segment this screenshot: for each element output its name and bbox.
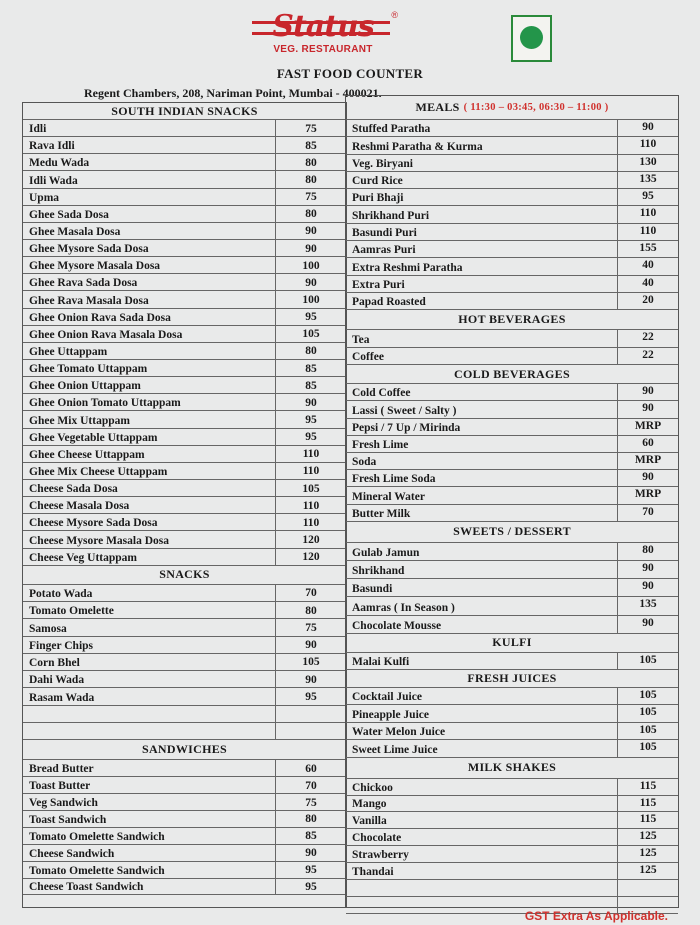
menu-item-price: 85	[275, 360, 346, 376]
menu-item-price: 95	[275, 879, 346, 895]
menu-item-name	[23, 706, 275, 722]
menu-item-row	[23, 154, 346, 171]
menu-item-row	[346, 384, 678, 401]
menu-item-price: 90	[617, 384, 678, 400]
menu-item-row	[23, 497, 346, 514]
menu-item-row	[23, 688, 346, 705]
brand-logo	[248, 9, 398, 64]
menu-item-name: Mango	[352, 798, 387, 811]
menu-item-name: Aamras ( In Season )	[352, 601, 455, 614]
menu-item-price: 135	[617, 597, 678, 614]
menu-item-row	[346, 206, 678, 223]
menu-item-row	[23, 585, 346, 602]
menu-item-price: 105	[275, 480, 346, 496]
brand-name: Status	[272, 9, 374, 44]
menu-item-name: Rasam Wada	[29, 691, 95, 704]
menu-item-price: 90	[617, 470, 678, 486]
menu-item-price: 110	[275, 514, 346, 530]
menu-item-price: 130	[617, 155, 678, 171]
menu-item-price: 90	[617, 561, 678, 578]
menu-item-name: Idli	[29, 123, 47, 136]
menu-item-name: Basundi	[352, 583, 393, 596]
menu-item-price: 90	[275, 240, 346, 256]
menu-item-price: 80	[275, 602, 346, 618]
menu-item-row	[23, 189, 346, 206]
menu-item-name: Cheese Sandwich	[29, 847, 115, 860]
snacks-list	[23, 585, 346, 741]
menu-item-name: Cheese Mysore Sada Dosa	[29, 517, 158, 530]
menu-item-name: Coffee	[352, 351, 384, 364]
menu-item-name: Ghee Mix Cheese Uttappam	[29, 465, 168, 478]
menu-item-name: Samosa	[29, 622, 67, 635]
menu-item-price: 110	[275, 497, 346, 513]
menu-item-price: 90	[617, 401, 678, 417]
menu-item-name: Idli Wada	[29, 174, 78, 187]
page-title: FAST FOOD COUNTER	[276, 66, 424, 81]
menu-item-price: 85	[275, 377, 346, 393]
menu-item-name: Aamras Puri	[352, 244, 416, 257]
menu-item-row	[346, 812, 678, 829]
menu-item-row	[23, 446, 346, 463]
menu-item-name: Ghee Onion Rava Sada Dosa	[29, 311, 171, 324]
menu-item-name: Cheese Mysore Masala Dosa	[29, 534, 169, 547]
menu-item-price: 20	[617, 293, 678, 309]
hot-beverages-list	[346, 330, 678, 365]
menu-item-price: 115	[617, 812, 678, 828]
menu-item-row	[23, 549, 346, 566]
menu-item-price	[275, 723, 346, 739]
menu-item-row	[23, 206, 346, 223]
menu-item-name: Reshmi Paratha & Kurma	[352, 140, 483, 153]
menu-item-row	[23, 706, 346, 723]
menu-item-price: 95	[275, 862, 346, 878]
section-heading: FRESH JUICES	[346, 670, 678, 688]
menu-item-row	[346, 120, 678, 137]
meals-list	[346, 120, 678, 310]
menu-item-name: Dahi Wada	[29, 674, 85, 687]
menu-item-price: 80	[275, 811, 346, 827]
menu-item-row	[23, 223, 346, 240]
menu-item-row	[346, 224, 678, 241]
menu-item-row	[346, 453, 678, 470]
menu-item-price	[617, 880, 678, 896]
menu-item-name: Puri Bhaji	[352, 192, 404, 205]
menu-item-row	[346, 276, 678, 293]
menu-item-row	[346, 597, 678, 615]
menu-item-name: Ghee Rava Sada Dosa	[29, 277, 138, 290]
menu-item-row	[346, 436, 678, 453]
menu-item-price: 60	[275, 760, 346, 776]
menu-item-price: 80	[275, 206, 346, 222]
menu-item-name: Thandai	[352, 866, 394, 879]
menu-item-name: Curd Rice	[352, 175, 403, 188]
kulfi-list	[346, 653, 678, 670]
menu-item-name	[23, 723, 275, 739]
menu-item-name: Corn Bhel	[29, 657, 80, 670]
menu-item-price: 90	[617, 616, 678, 633]
menu-item-row	[346, 487, 678, 504]
menu-item-row	[23, 120, 346, 137]
menu-item-row	[346, 846, 678, 863]
menu-item-row	[23, 531, 346, 548]
menu-item-row	[23, 637, 346, 654]
menu-item-price: 100	[275, 291, 346, 307]
menu-item-name: Basundi Puri	[352, 227, 417, 240]
menu-item-name: Chocolate Mousse	[352, 619, 442, 632]
menu-item-row	[346, 543, 678, 561]
menu-item-row	[23, 862, 346, 879]
milk-shakes-list	[346, 779, 678, 914]
menu-item-name: Medu Wada	[29, 157, 90, 170]
menu-item-price: 105	[617, 653, 678, 669]
menu-item-row	[346, 505, 678, 522]
menu-item-price: 95	[275, 688, 346, 704]
menu-item-name: Ghee Uttappam	[29, 345, 108, 358]
menu-item-name: Fresh Lime	[352, 439, 409, 452]
menu-item-row	[23, 828, 346, 845]
menu-item-row	[23, 240, 346, 257]
menu-item-row	[23, 760, 346, 777]
menu-item-price: 105	[617, 740, 678, 757]
menu-item-row	[23, 257, 346, 274]
menu-item-row	[346, 616, 678, 634]
section-heading: MILK SHAKES	[346, 758, 678, 779]
menu-item-name: Ghee Onion Uttappam	[29, 380, 141, 393]
veg-symbol-icon	[511, 15, 552, 62]
meal-times: ( 11:30 – 03:45, 06:30 – 11:00 )	[463, 102, 609, 113]
menu-item-name: Extra Reshmi Paratha	[352, 261, 463, 274]
menu-item-row	[23, 671, 346, 688]
menu-left-column	[22, 102, 347, 908]
menu-item-row	[346, 579, 678, 597]
sandwiches-list	[23, 760, 346, 895]
menu-item-name: Ghee Cheese Uttappam	[29, 448, 145, 461]
menu-item-row	[346, 863, 678, 880]
menu-item-name: Ghee Vegetable Uttappam	[29, 431, 158, 444]
menu-item-name: Cheese Veg Uttappam	[29, 551, 137, 564]
menu-item-name: Ghee Sada Dosa	[29, 208, 109, 221]
menu-item-row	[346, 293, 678, 310]
menu-item-name: Tomato Omelette Sandwich	[29, 864, 165, 877]
menu-item-row	[346, 172, 678, 189]
menu-item-row	[346, 740, 678, 758]
menu-item-price: 110	[275, 463, 346, 479]
menu-item-price: 95	[275, 429, 346, 445]
menu-item-row	[346, 880, 678, 897]
menu-item-price: 90	[275, 637, 346, 653]
menu-item-price: MRP	[617, 453, 678, 469]
menu-item-price: 90	[275, 223, 346, 239]
menu-item-price: 22	[617, 348, 678, 365]
menu-item-price: 75	[275, 120, 346, 136]
cold-beverages-list	[346, 384, 678, 522]
menu-item-price: 110	[617, 206, 678, 222]
menu-item-row	[23, 794, 346, 811]
menu-item-name: Cocktail Juice	[352, 691, 422, 704]
menu-item-price: 125	[617, 863, 678, 879]
menu-item-name: Ghee Mysore Sada Dosa	[29, 243, 149, 256]
menu-item-name: Ghee Onion Rava Masala Dosa	[29, 328, 183, 341]
menu-item-price: 105	[275, 654, 346, 670]
brand-subtitle: VEG. RESTAURANT	[273, 44, 373, 55]
menu-item-row	[23, 360, 346, 377]
menu-item-row	[346, 705, 678, 723]
menu-item-price: 75	[275, 619, 346, 635]
menu-item-row	[23, 343, 346, 360]
south-indian-list	[23, 120, 346, 566]
menu-item-name: Water Melon Juice	[352, 726, 446, 739]
menu-item-price: 80	[275, 343, 346, 359]
menu-item-price: 95	[617, 189, 678, 205]
menu-item-price: 80	[275, 171, 346, 187]
menu-item-name	[346, 880, 617, 896]
menu-item-price: 40	[617, 258, 678, 274]
gst-note: GST Extra As Applicable.	[524, 909, 668, 923]
menu-item-row	[346, 189, 678, 206]
menu-item-row	[23, 171, 346, 188]
menu-item-row	[346, 155, 678, 172]
menu-item-name: Tomato Omelette Sandwich	[29, 830, 165, 843]
menu-item-name: Toast Sandwich	[29, 813, 107, 826]
menu-item-name: Potato Wada	[29, 587, 93, 600]
section-heading: SOUTH INDIAN SNACKS	[23, 103, 346, 120]
menu-item-name: Tomato Omelette	[29, 605, 114, 618]
menu-item-price: 70	[275, 777, 346, 793]
restaurant-address: Regent Chambers, 208, Nariman Point, Mumbai - 400021.	[84, 86, 382, 100]
menu-item-row	[346, 688, 678, 706]
menu-item-row	[23, 326, 346, 343]
menu-item-name: Sweet Lime Juice	[352, 743, 438, 756]
menu-item-name: Vanilla	[352, 815, 387, 828]
menu-item-name: Cheese Masala Dosa	[29, 500, 130, 513]
menu-item-name: Malai Kulfi	[352, 655, 410, 668]
menu-item-price: 75	[275, 794, 346, 810]
menu-item-price: 90	[275, 274, 346, 290]
menu-item-price: 125	[617, 829, 678, 845]
menu-item-name: Mineral Water	[352, 490, 425, 503]
menu-item-price: 95	[275, 411, 346, 427]
menu-item-name: Fresh Lime Soda	[352, 473, 436, 486]
menu-item-row	[346, 137, 678, 154]
menu-item-row	[23, 879, 346, 896]
menu-item-row	[23, 429, 346, 446]
menu-item-name: Papad Roasted	[352, 296, 426, 309]
menu-item-price: 120	[275, 531, 346, 547]
menu-item-name: Chickoo	[352, 781, 393, 794]
menu-item-row	[23, 137, 346, 154]
menu-item-price: 100	[275, 257, 346, 273]
menu-item-row	[23, 411, 346, 428]
fresh-juices-list	[346, 688, 678, 758]
menu-item-price: 110	[617, 137, 678, 153]
menu-item-row	[23, 274, 346, 291]
menu-item-row	[346, 796, 678, 813]
menu-item-row	[23, 463, 346, 480]
meals-heading	[346, 96, 678, 120]
menu-item-name: Finger Chips	[29, 639, 94, 652]
menu-item-row	[23, 394, 346, 411]
menu-item-name: Tea	[352, 333, 370, 346]
menu-item-row	[346, 723, 678, 741]
menu-item-price: 105	[617, 723, 678, 740]
menu-item-name: Upma	[29, 191, 60, 204]
section-heading: COLD BEVERAGES	[346, 365, 678, 384]
menu-item-name: Veg Sandwich	[29, 797, 98, 809]
sweets-list	[346, 543, 678, 634]
menu-item-price: MRP	[617, 419, 678, 435]
menu-item-price: 40	[617, 276, 678, 292]
menu-item-price: 75	[275, 189, 346, 205]
menu-item-row	[23, 845, 346, 862]
menu-item-name: Ghee Rava Masala Dosa	[29, 294, 149, 307]
menu-item-row	[346, 470, 678, 487]
menu-item-row	[23, 619, 346, 636]
menu-item-price: 90	[617, 579, 678, 596]
menu-item-name: Shrikhand Puri	[352, 209, 430, 222]
menu-item-price: 95	[275, 309, 346, 325]
menu-item-row	[346, 419, 678, 436]
menu-item-name: Pepsi / 7 Up / Mirinda	[352, 421, 461, 434]
menu-item-name: Ghee Masala Dosa	[29, 225, 121, 238]
menu-item-row	[346, 241, 678, 258]
menu-item-name: Ghee Mix Uttappam	[29, 414, 130, 427]
menu-right-column	[345, 95, 679, 908]
section-heading: MEALS	[415, 100, 460, 114]
menu-item-price: 115	[617, 779, 678, 795]
menu-item-price: 110	[617, 224, 678, 240]
menu-item-price: 110	[275, 446, 346, 462]
menu-item-row	[346, 401, 678, 418]
menu-item-price: 22	[617, 330, 678, 347]
menu-item-price: 125	[617, 846, 678, 862]
menu-item-name: Soda	[352, 456, 377, 469]
menu-item-name: Butter Milk	[352, 507, 411, 520]
menu-item-price: 80	[275, 154, 346, 170]
menu-item-price: 90	[275, 845, 346, 861]
menu-item-row	[23, 654, 346, 671]
menu-item-name: Ghee Onion Tomato Uttappam	[29, 397, 181, 410]
registered-mark: ®	[391, 10, 398, 20]
menu-item-name: Ghee Tomato Uttappam	[29, 363, 148, 376]
section-heading: SWEETS / DESSERT	[346, 522, 678, 543]
menu-item-price: 105	[617, 705, 678, 722]
menu-item-name: Bread Butter	[29, 763, 94, 776]
menu-item-row	[23, 602, 346, 619]
menu-item-name: Chocolate	[352, 832, 402, 845]
menu-item-name: Shrikhand	[352, 565, 405, 578]
menu-item-row	[346, 258, 678, 275]
menu-item-price: 85	[275, 828, 346, 844]
menu-item-row	[23, 723, 346, 740]
menu-item-price: MRP	[617, 487, 678, 503]
menu-item-price: 60	[617, 436, 678, 452]
section-heading: KULFI	[346, 634, 678, 653]
menu-item-row	[346, 330, 678, 348]
menu-item-row	[23, 480, 346, 497]
menu-item-price: 135	[617, 172, 678, 188]
menu-item-row	[23, 291, 346, 308]
menu-item-price: 70	[275, 585, 346, 601]
section-heading: SNACKS	[23, 566, 346, 585]
menu-item-row	[346, 779, 678, 796]
menu-item-name: Toast Butter	[29, 780, 91, 793]
menu-item-price: 90	[275, 671, 346, 687]
menu-item-price: 80	[617, 543, 678, 560]
menu-item-name: Pineapple Juice	[352, 708, 429, 721]
menu-item-price: 155	[617, 241, 678, 257]
menu-item-name: Rava Idli	[29, 140, 75, 153]
menu-item-row	[23, 309, 346, 326]
menu-item-price: 105	[275, 326, 346, 342]
menu-item-name: Stuffed Paratha	[352, 123, 431, 136]
menu-item-row	[346, 829, 678, 846]
menu-item-row	[23, 377, 346, 394]
veg-dot	[520, 26, 543, 49]
menu-item-row	[23, 777, 346, 794]
section-heading: HOT BEVERAGES	[346, 310, 678, 330]
menu-item-row	[346, 653, 678, 670]
menu-item-name: Lassi ( Sweet / Salty )	[352, 404, 457, 417]
menu-item-price: 85	[275, 137, 346, 153]
menu-item-price: 115	[617, 796, 678, 812]
menu-item-price: 70	[617, 505, 678, 521]
menu-item-name: Cheese Toast Sandwich	[29, 881, 144, 894]
menu-item-price: 105	[617, 688, 678, 705]
menu-item-name: Cheese Sada Dosa	[29, 483, 118, 496]
menu-item-row	[346, 561, 678, 579]
menu-item-price	[275, 706, 346, 722]
menu-item-price: 90	[275, 394, 346, 410]
section-heading: SANDWICHES	[23, 740, 346, 760]
menu-item-row	[23, 811, 346, 828]
menu-item-row	[23, 514, 346, 531]
menu-item-name: Gulab Jamun	[352, 546, 420, 559]
menu-item-name: Cold Coffee	[352, 387, 411, 400]
menu-item-price: 120	[275, 549, 346, 565]
menu-item-name: Extra Puri	[352, 278, 405, 291]
menu-item-name: Strawberry	[352, 849, 409, 862]
menu-item-price: 90	[617, 120, 678, 136]
menu-item-row	[346, 348, 678, 366]
menu-item-name: Ghee Mysore Masala Dosa	[29, 260, 161, 273]
menu-item-name: Veg. Biryani	[352, 157, 413, 170]
